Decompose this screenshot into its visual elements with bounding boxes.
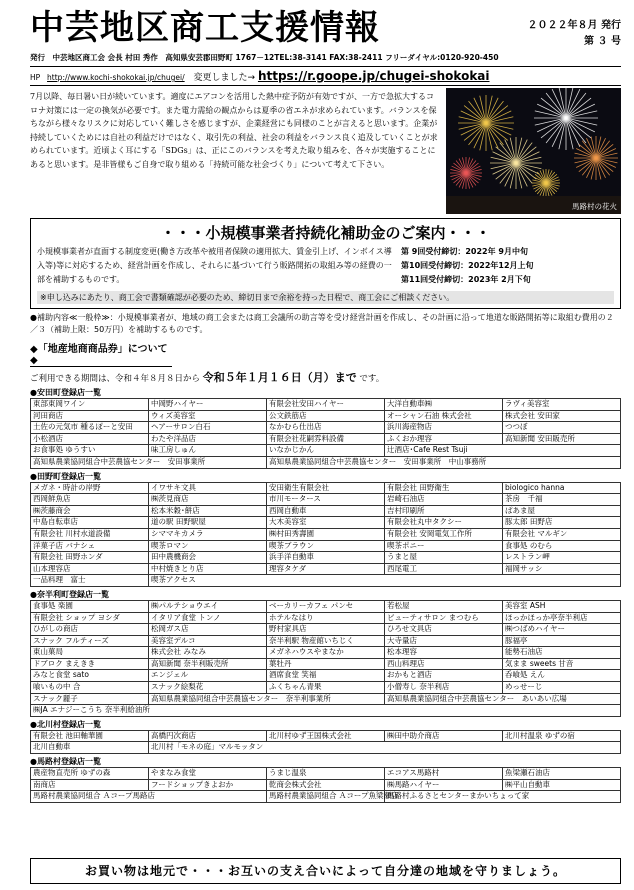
- store-cell: 中島自転車店: [31, 517, 149, 529]
- store-cell: 小僧寿し 奈半利店: [385, 682, 503, 694]
- store-cell: 有限会社 ショップ ヨシダ: [31, 612, 149, 624]
- store-cell: ㈱つばめハイヤー: [503, 624, 621, 636]
- store-cell: 喫茶ロマン: [149, 540, 267, 552]
- store-cell: ㈱茨見商店: [149, 494, 267, 506]
- area-heading: ●馬路村登録店一覧: [30, 757, 101, 767]
- store-cell: ひがしの商店: [31, 624, 149, 636]
- subsidy-heading: ・・・小規模事業者持続化補助金のご案内・・・: [160, 224, 491, 242]
- store-cell: 大洋自動車㈱: [385, 399, 503, 411]
- store-cell: なかむら仕出店: [267, 422, 385, 434]
- table-row: [31, 528, 621, 540]
- store-cell: 豚太郎 田野店: [503, 517, 621, 529]
- store-cell: ㈱茨藤商会: [31, 505, 149, 517]
- area-heading: ●田野町登録店一覧: [30, 471, 101, 481]
- store-cell: 有限会社 池田軸華園: [31, 730, 149, 742]
- store-cell: 浜川海産物店: [385, 422, 503, 434]
- period-pre: ご利用できる期間は、令和４年８月８日から: [30, 374, 203, 384]
- store-cell: 田中農機商会: [149, 552, 267, 564]
- table-row: [31, 482, 621, 494]
- store-cell: 茶房 千福: [503, 494, 621, 506]
- table-row: [31, 600, 621, 612]
- coupon-heading: ◆「地産地商商品券」について◆: [30, 340, 172, 367]
- store-cell: 南商店: [31, 779, 149, 791]
- store-cell: 味工房しゅん: [149, 445, 267, 457]
- store-cell: つつぼ: [503, 422, 621, 434]
- store-cell: 西尾電工: [385, 563, 503, 575]
- store-table: [30, 730, 621, 754]
- store-cell: 美容室デルコ: [149, 635, 267, 647]
- store-table: [30, 398, 621, 469]
- deadline-9: 第 9回受付締切：2022年 9月中旬: [401, 247, 528, 256]
- store-cell: メガネ・時計の岸野: [31, 482, 149, 494]
- store-lists: [30, 387, 621, 803]
- store-cell: イタリア食堂 トンノ: [149, 612, 267, 624]
- store-cell: 有限会社 マルギン: [503, 528, 621, 540]
- issue-info: [528, 18, 621, 50]
- store-cell: 酒席食堂 笑福: [267, 670, 385, 682]
- store-cell: ぱあま屋: [503, 505, 621, 517]
- store-cell: 食事処 のむら: [503, 540, 621, 552]
- store-cell: 一品料理 富士: [31, 575, 149, 587]
- store-cell: スナック麗子: [31, 693, 149, 705]
- store-cell: シママキカメラ: [149, 528, 267, 540]
- store-cell: めっせーじ: [503, 682, 621, 694]
- photo-caption: 馬路村の花火: [572, 202, 617, 211]
- period-end: 令和５年１月１６日（月）まで: [202, 371, 357, 384]
- store-cell: 呑喰処 えん: [503, 670, 621, 682]
- table-row: [31, 433, 621, 445]
- store-cell: 馬路村農業協同組合 Ａコープ魚梁瀬店: [267, 791, 385, 803]
- store-cell: biologico hanna: [503, 482, 621, 494]
- intro-text: 7月以降、毎日暑い日が続いています。適度にエアコンを活用した熱中症予防が有効ですが、一方で急拡大するコロナ対策には一定の換気が必要です。また電力需給の観点からは夏季の省エネが求められています。バランスを保ちながら様々なリスクに対応していく難しさを感じますが、企業経営にも同様のことが言えると思います。企業が持続していくためには自社の利益だけではなく、取引先の利益、社会の利益をバランス良く追及していくことが求められています。近頃よく耳にする「SDGs」は、正にこのバランスを考えた取り組みを、各々が実施することにあると思います。是非皆様もご自身で取り組める「持続可能な社会づくり」について考えて下さい。: [30, 92, 438, 169]
- area-heading: ●安田町登録店一覧: [30, 388, 101, 397]
- store-cell: ホテルなはり: [267, 612, 385, 624]
- store-cell: 北川村ゆず王国株式会社: [267, 730, 385, 742]
- store-cell: イワサキ文具: [149, 482, 267, 494]
- store-cell: ㈱平山自動車: [503, 779, 621, 791]
- store-cell: 有限会社花嗣雰料設備: [267, 433, 385, 445]
- table-row: [31, 552, 621, 564]
- subsidy-section: [30, 218, 621, 309]
- store-cell: 岩崎石油店: [385, 494, 503, 506]
- fireworks-image: [446, 88, 621, 214]
- store-cell: 辻酒店･Cafe Rest Tsuji: [385, 445, 621, 457]
- store-cell: 高知県農業協同組合中芸農協センター あいあい広場: [385, 693, 621, 705]
- table-row: [31, 612, 621, 624]
- table-row: [31, 647, 621, 659]
- store-cell: 有限会社 田野ホンダ: [31, 552, 149, 564]
- footer-slogan: お買い物は地元で・・・お互いの支え合いによって自分達の地域を守りましょう。: [30, 858, 621, 884]
- table-row: [31, 791, 621, 803]
- store-cell: 河田商店: [31, 410, 149, 422]
- store-cell: 小松酒店: [31, 433, 149, 445]
- store-cell: 東山菓局: [31, 647, 149, 659]
- store-cell: みなと食堂 sato: [31, 670, 149, 682]
- table-row: [31, 624, 621, 636]
- header: [30, 8, 621, 64]
- store-cell: やまなみ食堂: [149, 768, 267, 780]
- store-cell: 野村家具店: [267, 624, 385, 636]
- store-cell: 市川モータース: [267, 494, 385, 506]
- store-cell: 気まま sweets 甘音: [503, 658, 621, 670]
- store-table: [30, 600, 621, 717]
- store-cell: ㈱田中助介商店: [385, 730, 503, 742]
- subsidy-description: 小規模事業者が直面する制度変更(働き方改革や被用者保険の適用拡大、賃金引上げ、インボイス導入等)等に対応するため、経営計画を作成し、それらに基づいて行う販路開拓の取組み等の経費の一部を補助するものです。: [37, 247, 392, 284]
- store-cell: 魚梁瀬石油店: [503, 768, 621, 780]
- store-cell: 能勢石油店: [503, 647, 621, 659]
- hp-label: HP: [30, 73, 41, 82]
- table-row: [31, 693, 621, 705]
- intro-section: [30, 90, 621, 214]
- table-row: [31, 575, 621, 587]
- publisher-info: 発行 中芸地区商工会 会長 村田 秀作 高知県安芸郡田野町 1767－12TEL:38-3141 FAX:38-2411 フリーダイヤル:0120-920-450: [30, 53, 499, 62]
- store-cell: スナック絵梨花: [149, 682, 267, 694]
- store-cell: 土佐の元気市 種るぽーと安田: [31, 422, 149, 434]
- store-cell: エコアス馬路村: [385, 768, 503, 780]
- store-cell: 西岡自動車: [267, 505, 385, 517]
- table-row: [31, 456, 621, 468]
- issue-number: 第 ３ 号: [584, 36, 621, 47]
- store-cell: 吉村印刷所: [385, 505, 503, 517]
- store-cell: 農産物直売所 ゆずの森: [31, 768, 149, 780]
- store-cell: ひろせ文具店: [385, 624, 503, 636]
- table-row: [31, 540, 621, 552]
- old-homepage-link[interactable]: http://www.kochi-shokokai.jp/chugei/: [47, 73, 185, 82]
- store-cell: 高知新聞 奈半利販売所: [149, 658, 267, 670]
- store-cell: 安田衛生有限会社: [267, 482, 385, 494]
- table-row: [31, 635, 621, 647]
- store-cell: ヘアーサロン白石: [149, 422, 267, 434]
- deadline-10: 第10回受付締切：2022年12月上旬: [401, 261, 534, 270]
- store-cell: 喰いもの中 合: [31, 682, 149, 694]
- store-cell: 中村焼きとり店: [149, 563, 267, 575]
- table-row: [31, 563, 621, 575]
- table-row: [31, 505, 621, 517]
- store-cell: ベーカリーカフェ パンセ: [267, 600, 385, 612]
- store-cell: 若松屋: [385, 600, 503, 612]
- store-cell: 松本米穀･餅店: [149, 505, 267, 517]
- store-cell: わたや洋品店: [149, 433, 267, 445]
- table-row: [31, 730, 621, 742]
- store-cell: 有限会社 川村水道設備: [31, 528, 149, 540]
- store-cell: 食事処 楽園: [31, 600, 149, 612]
- store-cell: ㈱JA エナジーこうち 奈半利給油所: [31, 705, 621, 717]
- store-cell: 松本理容: [385, 647, 503, 659]
- store-cell: ビューティサロン まつむら: [385, 612, 503, 624]
- subsidy-detail: ●補助内容≪一般枠≫：小規模事業者が、地域の商工会または商工会議所の助言等を受け経営計画を作成し、その計画に沿って地道な販路開拓等に取組む費用の２／３（補助上限：50万円）を補助するものです。: [30, 313, 614, 334]
- store-cell: 北川村温泉 ゆずの宿: [503, 730, 621, 742]
- store-cell: 福岡サッシ: [503, 563, 621, 575]
- store-cell: うまじ温泉: [267, 768, 385, 780]
- store-cell: 有限会社 安岡電気工作所: [385, 528, 503, 540]
- store-cell: 株式会社 安田家: [503, 410, 621, 422]
- table-row: [31, 768, 621, 780]
- table-row: [31, 445, 621, 457]
- store-cell: エンジェル: [149, 670, 267, 682]
- store-cell: おかもと酒店: [385, 670, 503, 682]
- store-cell: 山本理容店: [31, 563, 149, 575]
- store-cell: 北川村「モネの庭」マルモッタン: [149, 742, 621, 754]
- fireworks-photo: [446, 88, 621, 214]
- store-table: [30, 482, 621, 587]
- issue-date: ２０２２年８月 発行: [527, 20, 621, 31]
- store-cell: 有限会社安田ハイヤー: [267, 399, 385, 411]
- store-cell: 高橋円次商店: [149, 730, 267, 742]
- table-row: [31, 410, 621, 422]
- store-cell: ほっかほっか亭奈半利店: [503, 612, 621, 624]
- store-cell: 浜手洋自動車: [267, 552, 385, 564]
- store-cell: うまと屋: [385, 552, 503, 564]
- store-cell: 高知県農業協同組合中芸農協センター 安田事業所 中山事務所: [267, 456, 621, 468]
- store-cell: ㈱村田秀壽園: [267, 528, 385, 540]
- store-cell: ふくおか理容: [385, 433, 503, 445]
- store-cell: 美容室 ASH: [503, 600, 621, 612]
- store-cell: いなかじかん: [267, 445, 385, 457]
- page-title: 中芸地区商工支援情報: [30, 8, 380, 48]
- store-cell: ドブロク まえきき: [31, 658, 149, 670]
- store-cell: 有限会社 田野衛生: [385, 482, 503, 494]
- store-cell: 喫茶ブラウン: [267, 540, 385, 552]
- area-heading: ●北川村登録店一覧: [30, 719, 101, 729]
- table-row: [31, 494, 621, 506]
- store-cell: 中岡野ハイヤー: [149, 399, 267, 411]
- homepage-row: [30, 66, 621, 86]
- store-cell: 理容タケダ: [267, 563, 385, 575]
- store-cell: 高知新聞 安田販売所: [503, 433, 621, 445]
- table-row: [31, 670, 621, 682]
- store-cell: スナック フルティーズ: [31, 635, 149, 647]
- table-row: [31, 682, 621, 694]
- table-row: [31, 705, 621, 717]
- new-homepage-link[interactable]: https://r.goope.jp/chugei-shokokai: [257, 69, 490, 83]
- table-row: [31, 422, 621, 434]
- store-cell: 有限会社丸中タクシー: [385, 517, 503, 529]
- subsidy-notice: ※申し込みにあたり、商工会で書類確認が必要のため、締切日まで余裕を持った日程で、商工会にご相談ください。: [37, 291, 614, 304]
- store-cell: 乾商会株式会社: [267, 779, 385, 791]
- store-cell: 豚福亭: [503, 635, 621, 647]
- store-cell: メガネハウスやまなか: [267, 647, 385, 659]
- store-cell: 株式会社 みなみ: [149, 647, 267, 659]
- table-row: [31, 517, 621, 529]
- store-cell: 松岡ガス店: [149, 624, 267, 636]
- store-cell: ラヴィ美容室: [503, 399, 621, 411]
- store-cell: 大木美容室: [267, 517, 385, 529]
- store-cell: 葉牡丹: [267, 658, 385, 670]
- store-cell: 馬路村ふるさとセンターまかいちょって家: [385, 791, 621, 803]
- store-cell: 北川自動車: [31, 742, 149, 754]
- store-cell: お食事処 ゆうすい: [31, 445, 149, 457]
- store-cell: オーシャン石油 株式会社: [385, 410, 503, 422]
- table-row: [31, 742, 621, 754]
- store-cell: ㈱パルテショウエイ: [149, 600, 267, 612]
- store-cell: 東部東岡ワイン: [31, 399, 149, 411]
- store-cell: 高知県農業協同組合中芸農協センター 奈半利事業所: [149, 693, 385, 705]
- deadline-list: [401, 245, 534, 287]
- table-row: [31, 658, 621, 670]
- store-cell: 馬路村農業協同組合 Ａコープ馬路店: [31, 791, 267, 803]
- store-cell: ㈱馬路ハイヤー: [385, 779, 503, 791]
- coupon-period: [30, 369, 621, 385]
- store-cell: 奈半利駅 物産館いちじく: [267, 635, 385, 647]
- store-cell: 西岡鮮魚店: [31, 494, 149, 506]
- store-cell: 喫茶アクセス: [149, 575, 621, 587]
- store-cell: 大寺量店: [385, 635, 503, 647]
- store-cell: 西山料理店: [385, 658, 503, 670]
- store-table: [30, 767, 621, 803]
- store-cell: ふくちゃん青果: [267, 682, 385, 694]
- store-cell: 洋菓子店 バナシェ: [31, 540, 149, 552]
- store-cell: フードショップきよおか: [149, 779, 267, 791]
- store-cell: 喫茶ポニー: [385, 540, 503, 552]
- deadline-11: 第11回受付締切：2023年 2月下旬: [401, 275, 531, 284]
- area-heading: ●奈半利町登録店一覧: [30, 589, 109, 599]
- table-row: [31, 779, 621, 791]
- store-cell: レストラン岬: [503, 552, 621, 564]
- table-row: [31, 399, 621, 411]
- store-cell: 公文鉄筋店: [267, 410, 385, 422]
- store-cell: 高知県農業協同組合中芸農協センター 安田事業所: [31, 456, 267, 468]
- period-post: です。: [356, 374, 385, 384]
- store-cell: ウィズ美容室: [149, 410, 267, 422]
- hp-changed-text: 変更しました→: [193, 73, 256, 83]
- store-cell: 道の駅 田野駅屋: [149, 517, 267, 529]
